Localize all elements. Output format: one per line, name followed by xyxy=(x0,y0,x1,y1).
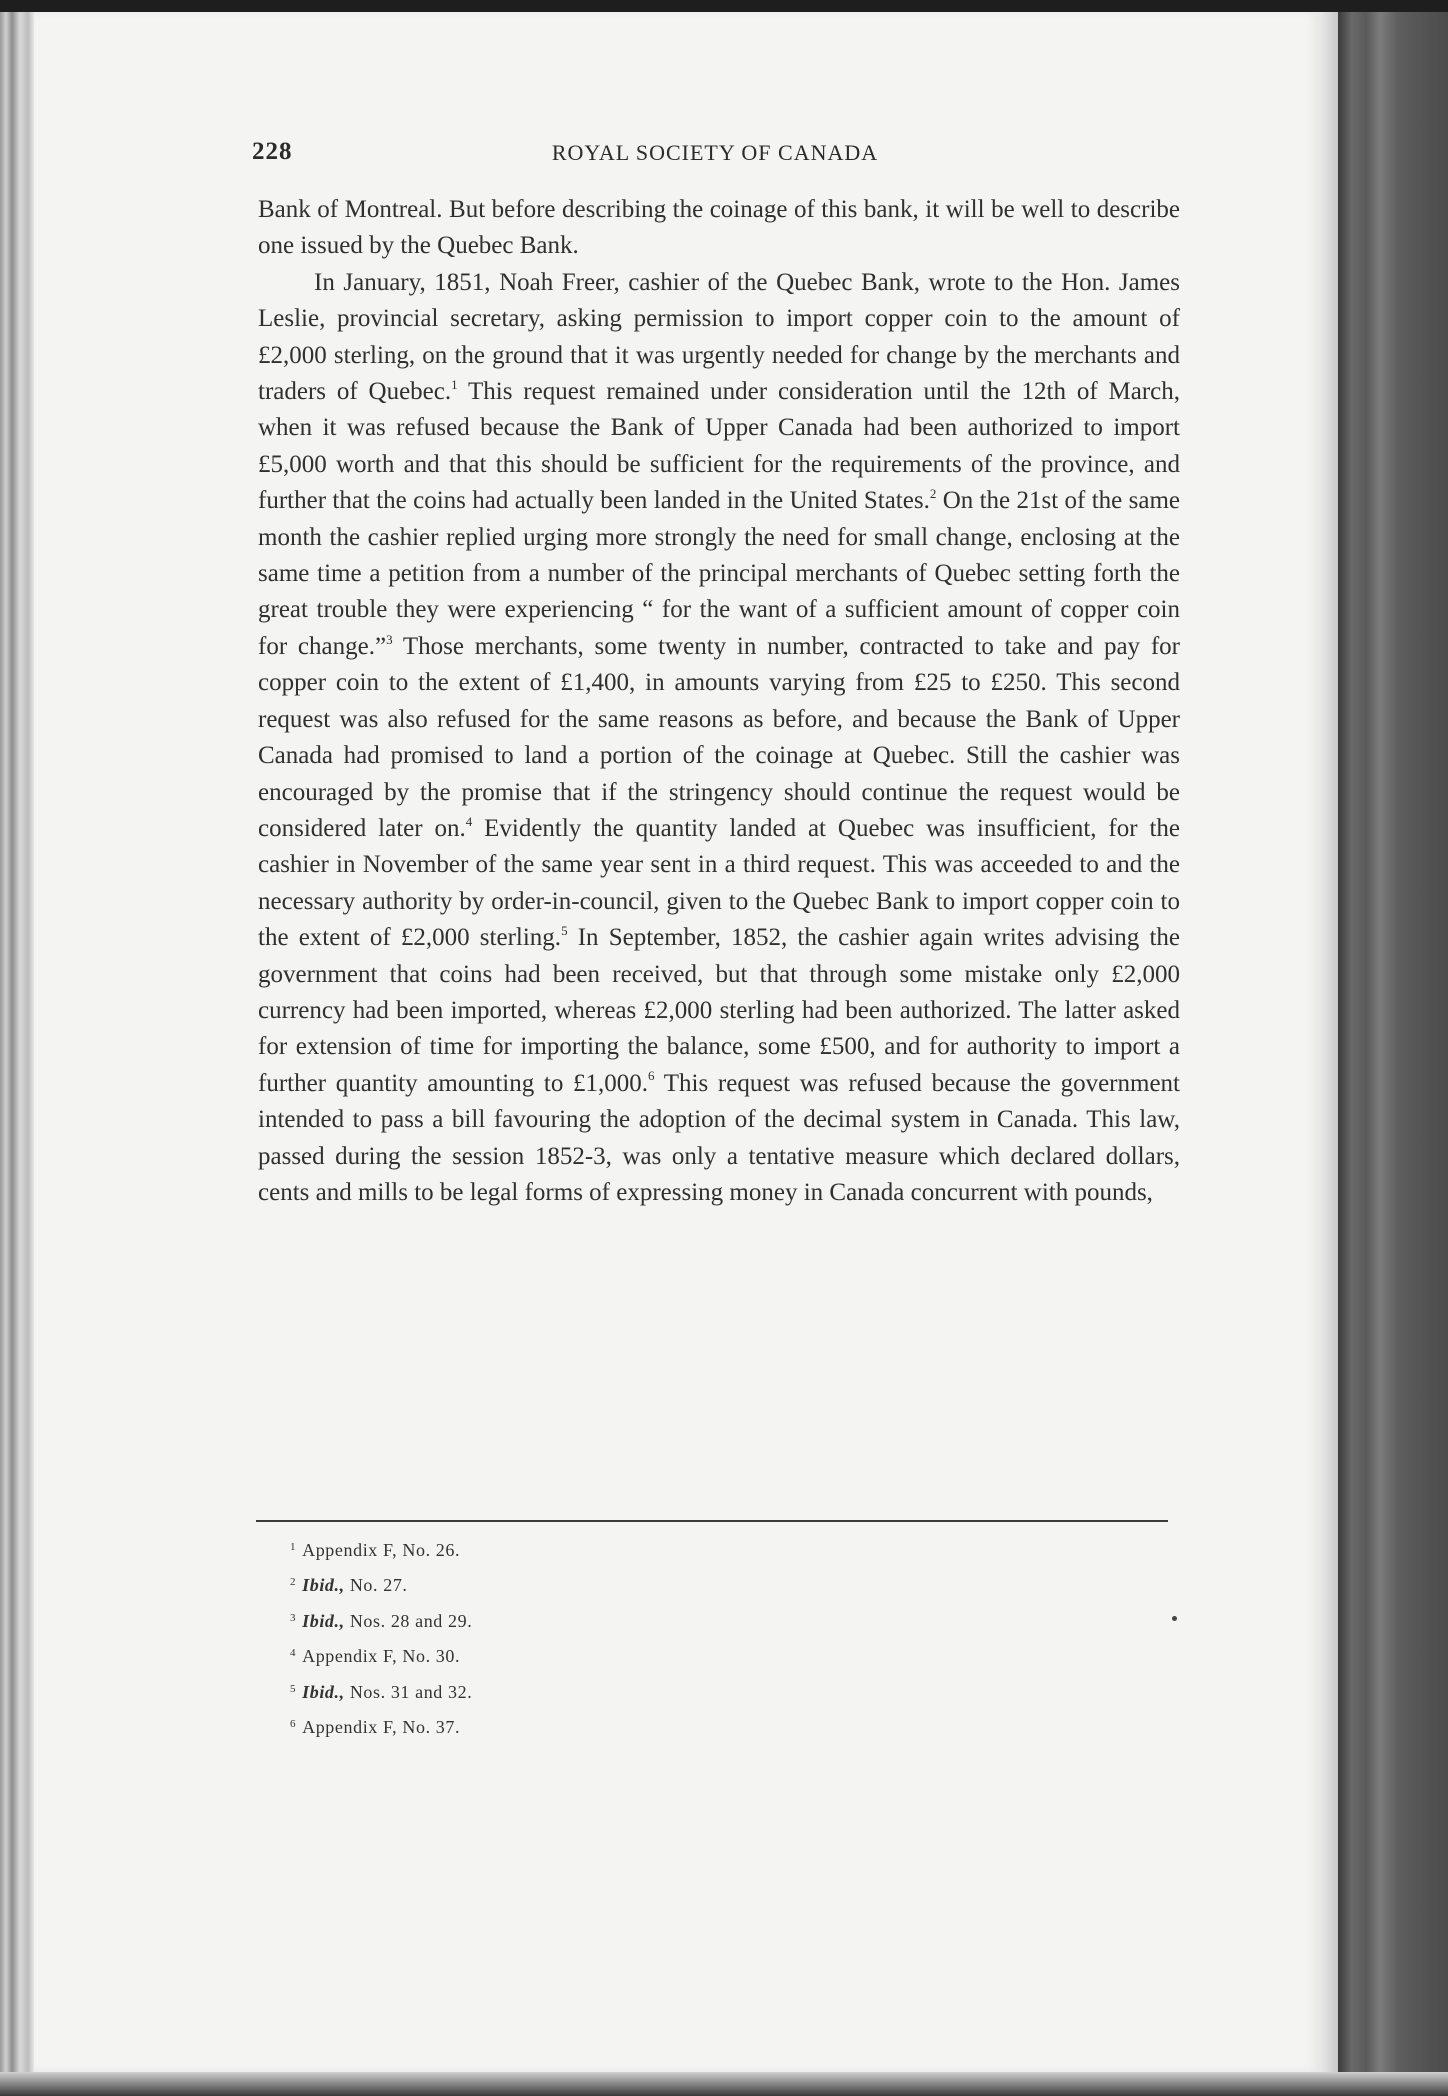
body-text xyxy=(258,192,1180,1211)
scan-bottom-border xyxy=(0,2072,1448,2096)
text-run: In September, 1852, the cashier again writes advising the government that coins had been received, but that through some mistake only £2,000 currency had been imported, whereas £2,000 sterling had been authorized. The latter asked for extension of time for importing the balance, some £500, and for authority to import a further quantity amounting to £1,000. xyxy=(258,924,1180,1097)
scan-top-border xyxy=(0,0,1448,12)
page-gutter xyxy=(1320,12,1338,2084)
paragraph xyxy=(258,192,1180,265)
footnote-mark: 4 xyxy=(290,1647,297,1660)
text-run: In January, 1851, Noah Freer, cashier of the Quebec Bank, wrote to the Hon. James Leslie, provincial secretary, asking permission to import copper coin to the amount of £2,000 sterling, on the ground that it was urgently needed for change by the merchants and traders of Quebec. xyxy=(258,268,1180,406)
footnote-reference: 4 xyxy=(465,813,473,829)
text-run: This request was refused because the government intended to pass a bill favouring the adoption of the decimal system in Canada. This law, passed during the session 1852-3, was only a tentative measure which declared dollars, cents and mills to be legal forms of expressing money in Canada concurrent with pounds, xyxy=(258,1069,1180,1206)
page-stack-left-edge xyxy=(0,12,34,2084)
running-header xyxy=(252,138,1178,174)
footnote-detail: No. 30. xyxy=(397,1646,461,1667)
footnote-detail: Nos. 28 and 29. xyxy=(344,1610,473,1631)
header-title: ROYAL SOCIETY OF CANADA xyxy=(551,140,879,165)
footnote-source: Appendix F, xyxy=(302,1717,398,1738)
book-binding xyxy=(1338,12,1448,2084)
footnote xyxy=(290,1569,990,1604)
footnote-source: Ibid., xyxy=(302,1610,345,1631)
footnote xyxy=(290,1605,990,1640)
text-run: This request remained under consideration until the 12th of March, when it was refused because the Bank of Upper Canada had been authorized to import £5,000 worth and that this should be sufficient for the requirements of the province, and further that the coins had actually been landed in the United States. xyxy=(258,378,1180,515)
footnote-mark: 2 xyxy=(290,1576,297,1589)
footnote-reference: 1 xyxy=(451,376,458,392)
footnote-detail: No. 27. xyxy=(344,1575,408,1596)
footnote xyxy=(290,1676,990,1711)
footnote-reference: 6 xyxy=(648,1068,655,1084)
footnote-reference: 5 xyxy=(561,922,568,938)
footnote-source: Appendix F, xyxy=(302,1646,398,1667)
text-run: Evidently the quantity landed at Quebec was insufficient, for the cashier in November of the same year sent in a third request. This was acceeded to and the necessary authority by order-in-council, given to the Quebec Bank to import copper coin to the extent of £2,000 sterling. xyxy=(258,814,1180,952)
text-run: On the 21st of the same month the cashier replied urging more strongly the need for small change, enclosing at the same time a petition from a number of the principal merchants of Quebec setting forth the great trouble they were experiencing “ for the want of a sufficient amount of copper coin for change.” xyxy=(258,487,1180,660)
footnote-source: Appendix F, xyxy=(302,1540,398,1560)
footnote xyxy=(290,1711,990,1746)
footnote-detail: Nos. 31 and 32. xyxy=(344,1681,473,1702)
footnote-source: Ibid., xyxy=(302,1681,345,1702)
footnote xyxy=(290,1640,990,1675)
footnote-detail: No. 26. xyxy=(397,1540,461,1560)
footnote-mark: 1 xyxy=(290,1541,297,1553)
footnote-reference: 2 xyxy=(929,485,937,501)
footnotes xyxy=(290,1534,990,1746)
footnote-reference: 3 xyxy=(386,631,393,647)
footnote-mark: 6 xyxy=(290,1718,297,1731)
scan-speck xyxy=(1172,1616,1177,1621)
footnote xyxy=(290,1534,990,1569)
text-run: Bank of Montreal. But before describing the coinage of this bank, it will be well to describe one issued by the Quebec Bank. xyxy=(258,196,1180,260)
footnote-mark: 3 xyxy=(290,1611,297,1624)
page-number: 228 xyxy=(252,138,293,165)
footnote-rule xyxy=(256,1520,1168,1522)
footnote-source: Ibid., xyxy=(302,1575,345,1596)
text-run: Those merchants, some twenty in number, contracted to take and pay for copper coin to the extent of £1,400, in amounts varying from £25 to £250. This second request was also refused for the same reasons as before, and because the Bank of Upper Canada had promised to land a portion of the coinage at Quebec. Still the cashier was encouraged by the promise that if the stringency should continue the request would be considered later on. xyxy=(258,632,1180,842)
footnote-detail: No. 37. xyxy=(397,1717,461,1738)
paragraph xyxy=(258,265,1180,1212)
footnote-mark: 5 xyxy=(290,1682,297,1695)
